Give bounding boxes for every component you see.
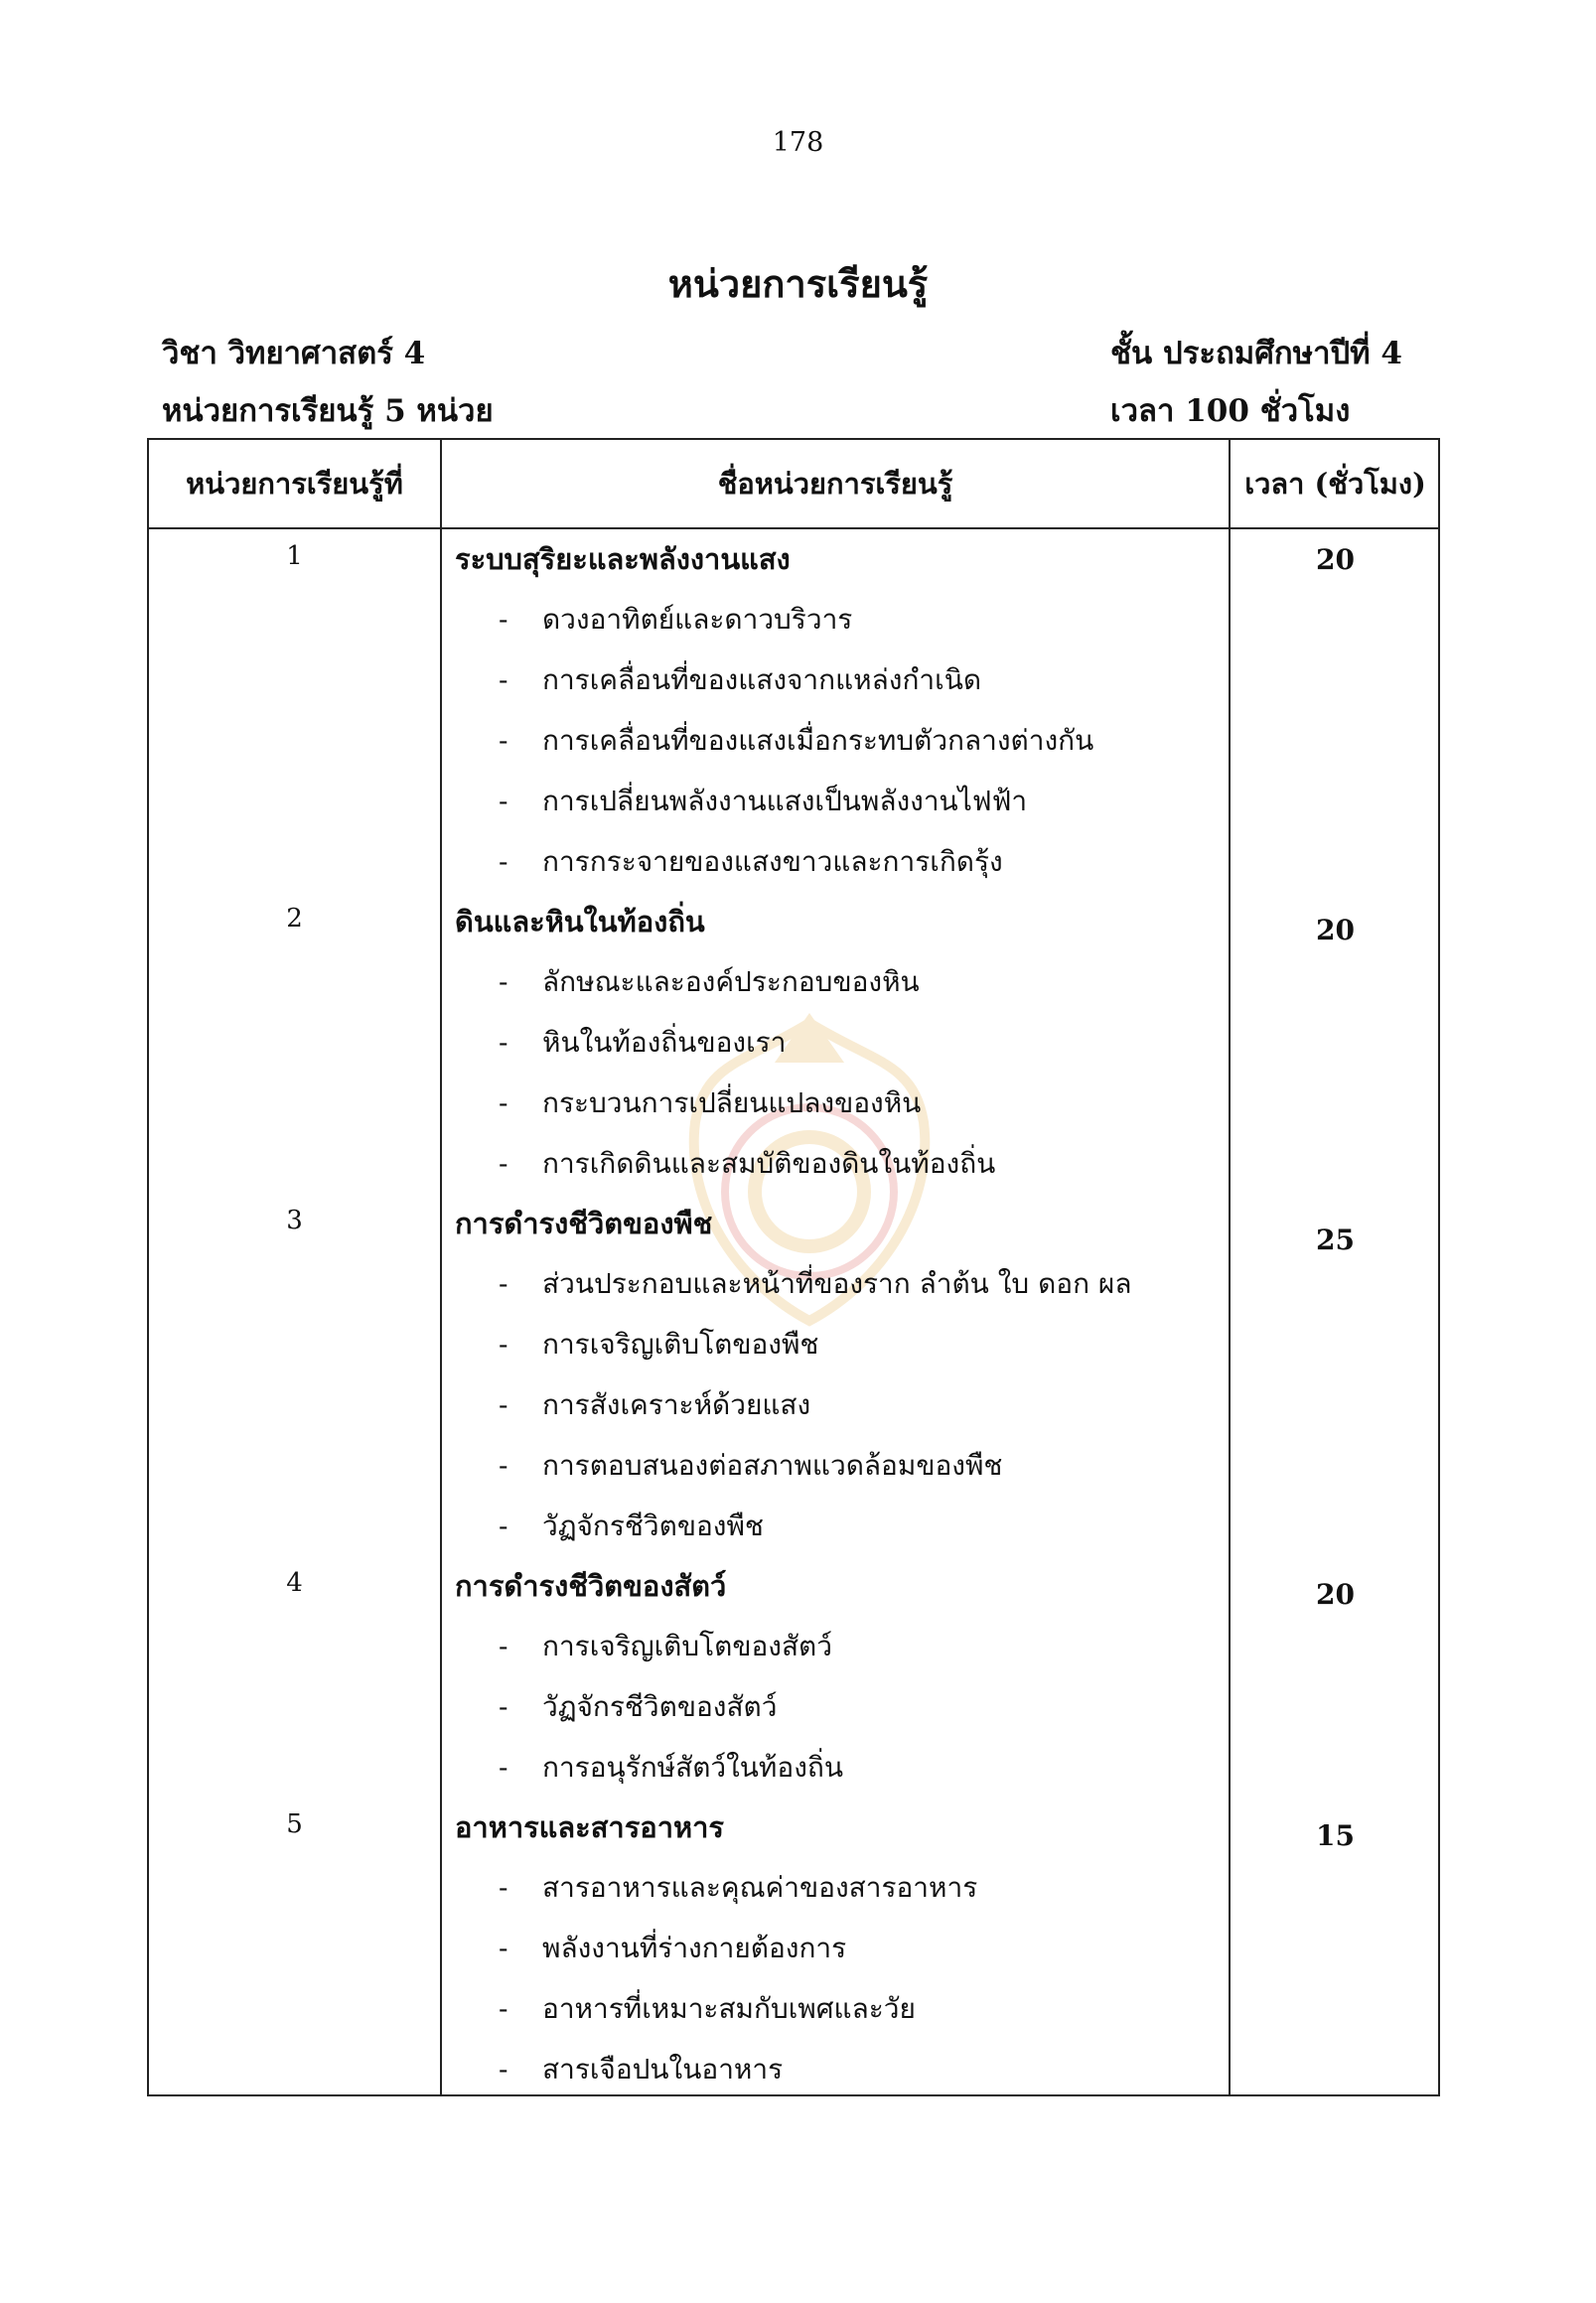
bullet-dash: -	[499, 1026, 508, 1059]
bullet-dash: -	[499, 1630, 508, 1662]
unit-name: การดำรงชีวิตของสัตว์	[455, 1569, 727, 1603]
unit-hours: 20	[1316, 1578, 1355, 1611]
topic-label: การตอบสนองต่อสภาพแวดล้อมของพืช	[542, 1449, 1003, 1482]
header-unit-name: ชื่อหน่วยการเรียนรู้	[717, 467, 953, 501]
topic-item	[499, 831, 1438, 892]
unit-hours: 20	[1316, 543, 1355, 576]
bullet-dash: -	[499, 1510, 508, 1542]
topic-item	[499, 1857, 1438, 1918]
unit-hours: 15	[1316, 1819, 1355, 1852]
topic-label: การเจริญเติบโตของสัตว์	[542, 1630, 832, 1662]
topic-label: การอนุรักษ์สัตว์ในท้องถิ่น	[542, 1751, 843, 1784]
unit-name: ดินและหินในท้องถิ่น	[455, 905, 705, 938]
bullet-dash: -	[499, 845, 508, 878]
topic-item	[499, 710, 1438, 771]
header-unit-number: หน่วยการเรียนรู้ที่	[186, 467, 403, 501]
bullet-dash: -	[499, 1328, 508, 1361]
topic-item	[499, 589, 1438, 649]
bullet-dash: -	[499, 1992, 508, 2025]
bullet-dash: -	[499, 663, 508, 696]
topic-item	[499, 1676, 1438, 1737]
bullet-dash: -	[499, 724, 508, 757]
topic-item	[499, 1073, 1438, 1133]
topic-item	[499, 1133, 1438, 1194]
header-hours: เวลา (ชั่วโมง)	[1244, 467, 1426, 501]
topic-label: อาหารที่เหมาะสมกับเพศและวัย	[542, 1992, 916, 2025]
page-number: 178	[772, 127, 824, 158]
topic-item	[499, 1496, 1438, 1556]
topic-label: สารอาหารและคุณค่าของสารอาหาร	[542, 1871, 978, 1904]
unit-number: 5	[286, 1809, 303, 1839]
learning-units-table	[147, 438, 1440, 2096]
topic-label: การเจริญเติบโตของพืช	[542, 1328, 819, 1361]
bullet-dash: -	[499, 1086, 508, 1119]
topic-label: การสังเคราะห์ด้วยแสง	[542, 1388, 811, 1421]
topic-item	[499, 1435, 1438, 1496]
topic-label: การกระจายของแสงขาวและการเกิดรุ้ง	[542, 845, 1003, 878]
topic-label: การเคลื่อนที่ของแสงจากแหล่งกำเนิด	[542, 663, 982, 696]
bullet-dash: -	[499, 1388, 508, 1421]
bullet-dash: -	[499, 1690, 508, 1723]
bullet-dash: -	[499, 603, 508, 636]
topic-label: พลังงานที่ร่างกายต้องการ	[542, 1932, 847, 1964]
unit-name: การดำรงชีวิตของพืช	[455, 1207, 713, 1240]
bullet-dash: -	[499, 1147, 508, 1180]
bullet-dash: -	[499, 1871, 508, 1904]
table-row	[149, 1194, 1438, 1556]
topic-item	[499, 1737, 1438, 1798]
unit-number: 3	[286, 1206, 303, 1235]
topic-label: สารเจือปนในอาหาร	[542, 2053, 784, 2086]
topic-item	[499, 1978, 1438, 2039]
topic-label: หินในท้องถิ่นของเรา	[542, 1026, 787, 1059]
topic-label: วัฏจักรชีวิตของพืช	[542, 1510, 764, 1542]
bullet-dash: -	[499, 1751, 508, 1784]
topic-item	[499, 1314, 1438, 1374]
unit-hours: 25	[1316, 1223, 1355, 1256]
table-row	[149, 1798, 1438, 2099]
table-row	[149, 892, 1438, 1194]
unit-name: ระบบสุริยะและพลังงานแสง	[455, 542, 791, 576]
topic-item	[499, 771, 1438, 831]
grade-label: ชั้น ประถมศึกษาปีที่ 4	[1110, 336, 1402, 371]
topic-label: กระบวนการเปลี่ยนแปลงของหิน	[542, 1086, 922, 1119]
bullet-dash: -	[499, 1267, 508, 1300]
topic-label: การเคลื่อนที่ของแสงเมื่อกระทบตัวกลางต่างกัน	[542, 724, 1094, 757]
unit-count-label: หน่วยการเรียนรู้ 5 หน่วย	[162, 393, 494, 429]
bullet-dash: -	[499, 785, 508, 817]
bullet-dash: -	[499, 965, 508, 998]
unit-name: อาหารและสารอาหาร	[455, 1810, 724, 1844]
table-row	[149, 1556, 1438, 1798]
topic-item	[499, 1012, 1438, 1073]
topic-label: ลักษณะและองค์ประกอบของหิน	[542, 965, 920, 998]
topic-item	[499, 1374, 1438, 1435]
table-row	[149, 529, 1438, 892]
topic-item	[499, 2039, 1438, 2099]
bullet-dash: -	[499, 1932, 508, 1964]
bullet-dash: -	[499, 2053, 508, 2086]
topic-label: ดวงอาทิตย์และดาวบริวาร	[542, 603, 853, 636]
topic-item	[499, 1918, 1438, 1978]
topic-item	[499, 1616, 1438, 1676]
unit-hours: 20	[1316, 914, 1355, 946]
unit-number: 4	[286, 1568, 303, 1598]
topic-label: ส่วนประกอบและหน้าที่ของราก ลำต้น ใบ ดอก ผล	[542, 1267, 1132, 1300]
bullet-dash: -	[499, 1449, 508, 1482]
table-body	[149, 529, 1438, 2099]
unit-number: 2	[286, 904, 303, 934]
topic-label: วัฏจักรชีวิตของสัตว์	[542, 1690, 778, 1723]
topic-item	[499, 649, 1438, 710]
unit-number: 1	[286, 541, 303, 571]
total-time-label: เวลา 100 ชั่วโมง	[1110, 393, 1351, 429]
topic-label: การเปลี่ยนพลังงานแสงเป็นพลังงานไฟฟ้า	[542, 785, 1028, 817]
subject-label: วิชา วิทยาศาสตร์ 4	[162, 336, 426, 371]
document-title: หน่วยการเรียนรู้	[667, 261, 929, 306]
topic-label: การเกิดดินและสมบัติของดินในท้องถิ่น	[542, 1147, 996, 1180]
topic-item	[499, 1253, 1438, 1314]
topic-item	[499, 951, 1438, 1012]
